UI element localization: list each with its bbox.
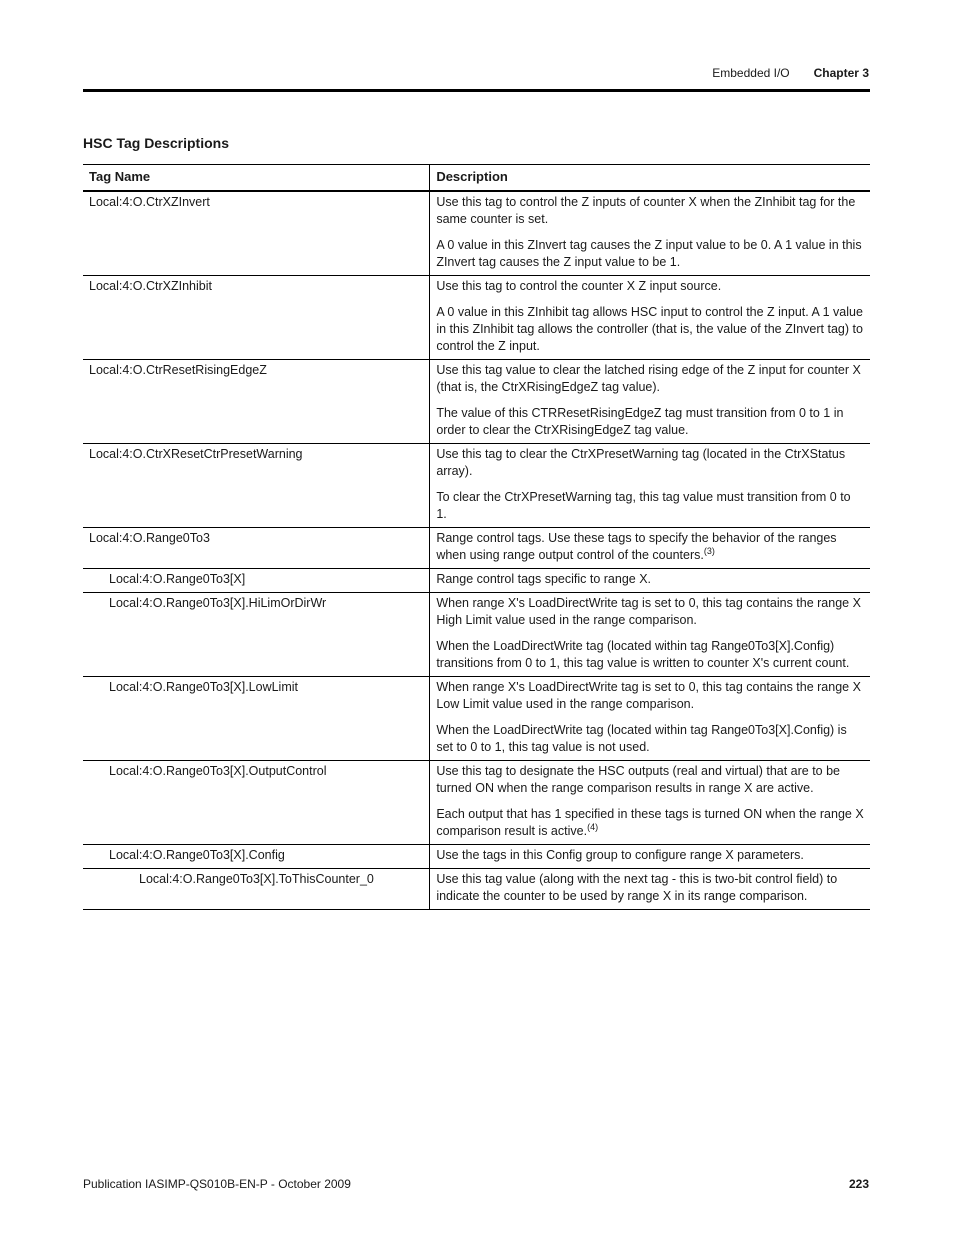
column-header-description: Description (430, 165, 870, 192)
description-paragraph: Range control tags specific to range X. (436, 572, 652, 586)
table-row (83, 276, 870, 360)
description-paragraph: Use this tag to clear the CtrXPresetWarning tag (located in the CtrXStatus array). (436, 447, 846, 478)
table-row (83, 569, 870, 593)
footnote-ref: (4) (587, 821, 599, 832)
description-paragraph: Use the tags in this Config group to configure range X parameters. (436, 848, 804, 862)
description-text: Each output that has 1 specified in these tags is turned ON when the range X comparison result is active. (436, 807, 864, 838)
table-row (83, 593, 870, 677)
running-header (712, 66, 869, 80)
description-paragraph: When range X's LoadDirectWrite tag is set to 0, this tag contains the range X Low Limit value used in the range comparison. (436, 680, 861, 711)
table-row (83, 444, 870, 528)
column-header-tag-name: Tag Name (83, 165, 430, 192)
header-section: Embedded I/O (712, 66, 790, 80)
description-paragraph: When the LoadDirectWrite tag (located within tag Range0To3[X].Config) is set to 0 to 1, this tag value is not used. (436, 723, 847, 754)
description-cell (430, 569, 870, 593)
header-rule (83, 89, 870, 92)
tag-name-cell: Local:4:O.CtrXZInhibit (83, 276, 430, 360)
description-paragraph: Use this tag to designate the HSC outputs (real and virtual) that are to be turned ON when the range comparison results in range X are active. (436, 764, 841, 795)
tag-name-cell: Local:4:O.Range0To3[X].ToThisCounter_0 (83, 869, 430, 910)
table-row (83, 360, 870, 444)
table-row (83, 677, 870, 761)
table-row (83, 845, 870, 869)
description-paragraph: Use this tag value to clear the latched rising edge of the Z input for counter X (that is, the CtrXRisingEdgeZ tag value). (436, 363, 861, 394)
table-title: HSC Tag Descriptions (83, 135, 229, 151)
description-cell (430, 360, 870, 444)
tag-name-cell: Local:4:O.Range0To3[X] (83, 569, 430, 593)
description-paragraph (436, 530, 864, 564)
tag-name-cell: Local:4:O.CtrResetRisingEdgeZ (83, 360, 430, 444)
tag-name-cell: Local:4:O.Range0To3[X].HiLimOrDirWr (83, 593, 430, 677)
description-paragraph: Use this tag value (along with the next tag - this is two-bit control field) to indicate the counter to be used by range X in its range comparison. (436, 872, 838, 903)
tag-name-cell: Local:4:O.Range0To3[X].OutputControl (83, 761, 430, 845)
table-row (83, 869, 870, 910)
description-cell (430, 528, 870, 569)
hsc-tag-table (83, 164, 870, 910)
table-row (83, 761, 870, 845)
footer-publication: Publication IASIMP-QS010B-EN-P - October 2009 (83, 1177, 351, 1191)
table-row (83, 191, 870, 276)
description-paragraph: Use this tag to control the counter X Z input source. (436, 279, 722, 293)
tag-name-cell: Local:4:O.CtrXResetCtrPresetWarning (83, 444, 430, 528)
description-paragraph: When the LoadDirectWrite tag (located within tag Range0To3[X].Config) transitions from 0 to 1, this tag value is written to counter X's current count. (436, 639, 850, 670)
description-cell (430, 444, 870, 528)
description-paragraph: A 0 value in this ZInhibit tag allows HSC input to control the Z input. A 1 value in this ZInhibit tag allows the controller (that is, the value of the ZInvert tag) to control the Z input. (436, 305, 863, 353)
footnote-ref: (3) (703, 545, 715, 556)
description-cell (430, 593, 870, 677)
description-cell (430, 276, 870, 360)
table-header-row (83, 165, 870, 192)
tag-name-cell: Local:4:O.Range0To3 (83, 528, 430, 569)
description-paragraph: The value of this CTRResetRisingEdgeZ tag must transition from 0 to 1 in order to clear the CtrXRisingEdgeZ tag value. (436, 406, 844, 437)
description-text: Range control tags. Use these tags to specify the behavior of the ranges when using range output control of the counters. (436, 531, 837, 562)
description-paragraph: Use this tag to control the Z inputs of counter X when the ZInhibit tag for the same counter is set. (436, 195, 856, 226)
description-paragraph: To clear the CtrXPresetWarning tag, this tag value must transition from 0 to 1. (436, 490, 851, 521)
description-cell (430, 869, 870, 910)
description-paragraph: A 0 value in this ZInvert tag causes the Z input value to be 0. A 1 value in this ZInvert tag causes the Z input value to be 1. (436, 238, 862, 269)
table-row (83, 528, 870, 569)
footer-page-number: 223 (848, 1177, 869, 1191)
description-cell (430, 677, 870, 761)
tag-name-cell: Local:4:O.Range0To3[X].Config (83, 845, 430, 869)
tag-name-cell: Local:4:O.Range0To3[X].LowLimit (83, 677, 430, 761)
description-cell (430, 845, 870, 869)
description-paragraph: When range X's LoadDirectWrite tag is set to 0, this tag contains the range X High Limit value used in the range comparison. (436, 596, 861, 627)
description-cell (430, 191, 870, 276)
header-chapter: Chapter 3 (813, 66, 869, 80)
description-cell (430, 761, 870, 845)
tag-name-cell: Local:4:O.CtrXZInvert (83, 191, 430, 276)
description-paragraph (436, 806, 864, 840)
